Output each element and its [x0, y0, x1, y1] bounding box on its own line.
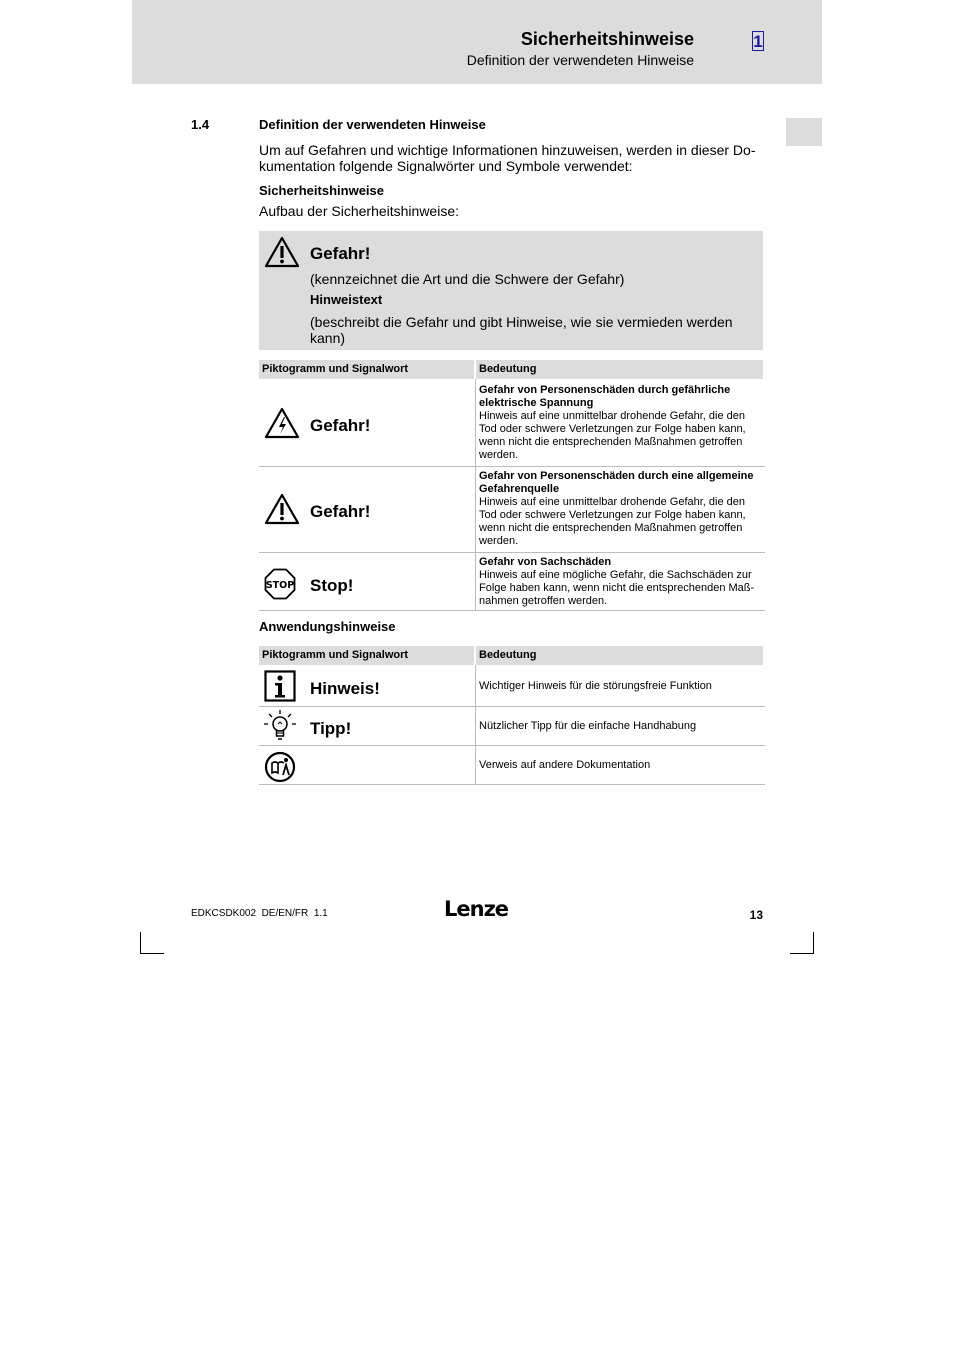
footer-document-code: EDKCSDK002 DE/EN/FR 1.1: [191, 908, 328, 919]
safety-row-signal: Gefahr!: [310, 416, 371, 435]
section-title: Definition der verwendeten Hinweise: [259, 117, 486, 132]
intro-paragraph: Um auf Gefahren und wichtige Informationen hinzuweisen, werden in dieser Dokumentation folgende Signalwörter und Symbole verwendet:: [259, 142, 756, 174]
application-row-meaning: Wichtiger Hinweis für die störungsfreie Funktion: [479, 680, 712, 692]
electric-shock-warning-icon: [264, 407, 300, 444]
safety-row-title: Gefahr von Personenschäden durch gefährliche elektrische Spannung: [479, 384, 731, 409]
warning-example-hint-label: Hinweistext: [310, 292, 383, 307]
safety-table-header-pictogram: Piktogramm und Signalwort: [259, 360, 474, 379]
safety-row-text: Hinweis auf eine unmittelbar drohende Gefahr, die den Tod oder schwere Verletzungen zur Folge haben kann, wenn nicht die entsprechenden Maßnahmen getroffen werden.: [479, 496, 746, 547]
crop-mark: [813, 932, 814, 954]
safety-row-meaning: [479, 470, 759, 548]
stop-icon: [264, 568, 296, 605]
crop-mark: [140, 932, 141, 954]
application-row-meaning: Verweis auf andere Dokumentation: [479, 759, 651, 771]
safety-row-meaning: [479, 384, 759, 462]
safety-table-header-meaning: Bedeutung: [476, 360, 763, 379]
info-icon: [264, 670, 296, 707]
application-table-header-pictogram: Piktogramm und Signalwort: [259, 646, 474, 665]
application-heading: Anwendungshinweise: [259, 619, 396, 634]
safety-row-text: Hinweis auf eine unmittelbar drohende Gefahr, die den Tod oder schwere Verletzungen zur Folge haben kann, wenn nicht die entsprechenden Maßnahmen getroffen werden.: [479, 410, 746, 461]
safety-heading: Sicherheitshinweise: [259, 183, 384, 198]
safety-row-title: Gefahr von Personenschäden durch eine allgemeine Gefahrenquelle: [479, 470, 754, 495]
header-title: Sicherheitshinweise: [520, 29, 694, 49]
warning-example-hint-desc: (beschreibt die Gefahr und gibt Hinweise, wie sie vermieden werden kann): [310, 314, 733, 346]
table-row-divider: [259, 706, 765, 707]
application-row-signal: Hinweis!: [310, 679, 380, 698]
general-warning-icon: [264, 236, 300, 273]
safety-structure-label: Aufbau der Sicherheitshinweise:: [259, 203, 460, 219]
application-row-meaning: Nützlicher Tipp für die einfache Handhabung: [479, 720, 697, 732]
safety-row-meaning: [479, 556, 759, 608]
crop-mark: [140, 953, 164, 954]
header-subtitle: Definition der verwendeten Hinweise: [466, 52, 694, 68]
table-row-divider: [259, 466, 765, 467]
table-row-divider: [259, 745, 765, 746]
application-table-header-meaning: Bedeutung: [476, 646, 763, 665]
application-table-divider: [475, 665, 476, 785]
section-number: 1.4: [191, 117, 210, 132]
safety-row-signal: Stop!: [310, 576, 354, 595]
warning-example-signal: Gefahr!: [310, 244, 371, 263]
table-row-divider: [259, 610, 765, 611]
chapter-number[interactable]: 1: [753, 32, 763, 51]
warning-example-kind: (kennzeichnet die Art und die Schwere der Gefahr): [310, 271, 625, 287]
application-row-signal: Tipp!: [310, 719, 352, 738]
safety-table-divider: [475, 379, 476, 611]
chapter-tab: [786, 118, 822, 146]
lightbulb-icon: [263, 709, 297, 748]
safety-row-signal: Gefahr!: [310, 502, 371, 521]
general-warning-icon: [264, 493, 300, 530]
table-row-divider: [259, 552, 765, 553]
page-number: 13: [749, 908, 763, 922]
lenze-logo: Lenze: [444, 897, 509, 921]
reference-icon: [264, 751, 296, 788]
header-band: [132, 0, 822, 84]
crop-mark: [790, 953, 814, 954]
table-row-divider: [259, 784, 765, 785]
safety-row-text: Hinweis auf eine mögliche Gefahr, die Sachschäden zur Folge haben kann, wenn nicht die entsprechenden Maßnahmen getroffen werden.: [479, 569, 755, 607]
safety-row-title: Gefahr von Sachschäden: [479, 556, 612, 568]
svg-text:STOP: STOP: [265, 580, 295, 591]
